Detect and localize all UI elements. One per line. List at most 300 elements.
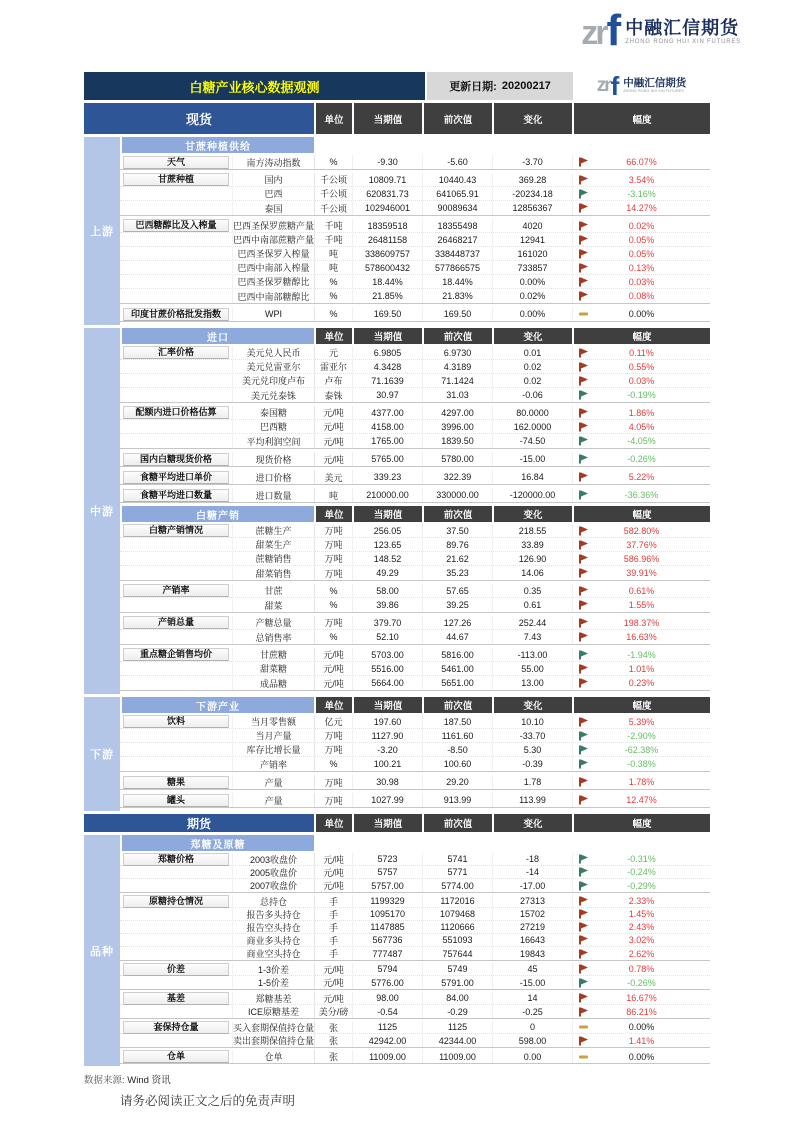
range-cell [572,729,710,742]
category-group [120,715,710,772]
change-value-cell: -17.00 [492,879,572,892]
category-label: 国内白糖现货价格 [123,453,229,466]
category-group [120,793,710,808]
unit-cell: % [314,307,352,321]
table-row [120,219,710,233]
unit-cell: 张 [314,1021,352,1033]
current-value-cell: 1125 [352,1021,422,1033]
change-value-cell: 55.00 [492,662,572,675]
category-cell [120,552,232,565]
range-percent: 12.47% [626,795,657,805]
unit-cell: 万吨 [314,775,352,789]
unit-cell: 元/吨 [314,879,352,892]
table-row [120,616,710,630]
unit-cell: % [314,155,352,169]
table-row [120,757,710,771]
range-percent: 0.55% [628,361,655,372]
range-cell [572,452,710,466]
range-cell [572,155,710,169]
previous-value-cell: 18.44% [422,275,492,288]
row-label-cell: 巴西中南部糖醇比 [232,289,314,303]
flag-up-icon [579,376,589,385]
range-percent: -0.19% [627,390,656,400]
unit-cell: 万吨 [314,743,352,756]
rail-group-content [120,697,710,811]
current-value-cell: 18.44% [352,275,422,288]
row-label-cell: 产糖总量 [232,616,314,629]
row-label-cell: 进口数量 [232,488,314,502]
unit-cell: 手 [314,934,352,946]
table-row [120,155,710,169]
category-group [120,173,710,216]
table-row [120,388,710,402]
report-page [84,72,710,1109]
flag-up-icon [579,540,589,549]
unit-cell: 万吨 [314,729,352,742]
category-cell [120,757,232,771]
rail-label: 下游 [84,697,120,811]
category-cell [120,775,232,789]
range-cell [572,895,710,907]
company-name-en: ZHONG RONG HUI XIN FUTURES [625,39,741,45]
row-label-cell: 总销售率 [232,630,314,644]
range-percent: 2.33% [628,896,655,906]
column-header: 变化 [494,328,572,344]
row-label-cell: 美元兑印度卢布 [232,374,314,387]
range-cell [572,976,710,989]
current-value-cell: 49.29 [352,566,422,580]
section-header-row [120,697,710,713]
flag-up-icon [579,158,589,167]
category-label: 产销总量 [123,616,229,629]
rail-group-content [120,328,710,694]
row-label-cell: 1-3价差 [232,963,314,975]
category-cell [120,307,232,321]
previous-value-cell: 1120666 [422,921,492,933]
category-cell [120,976,232,989]
section-title: 下游产业 [122,697,314,713]
flag-down-icon [579,978,589,987]
current-value-cell: 1127.90 [352,729,422,742]
unit-cell: 亿元 [314,715,352,728]
range-percent: -4.05% [627,436,656,446]
previous-value-cell: 1125 [422,1021,492,1033]
row-label-cell: 甘蔗 [232,584,314,597]
current-value-cell: 5776.00 [352,976,422,989]
range-cell [572,793,710,807]
range-cell [572,307,710,321]
category-cell [120,729,232,742]
category-label: 汇率价格 [123,346,229,359]
range-cell [572,598,710,612]
table-row [120,566,710,580]
unit-cell: % [314,584,352,597]
table-row [120,346,710,360]
category-group [120,992,710,1019]
row-label-cell: 库存比增长量 [232,743,314,756]
previous-value-cell: 169.50 [422,307,492,321]
table-row [120,233,710,247]
category-group [120,895,710,961]
company-name-en: ZHONG RONG HUI XIN FUTURES [623,89,684,93]
futures-table [84,814,710,1066]
unit-cell: 元/吨 [314,420,352,433]
range-percent: 0.03% [628,276,655,287]
previous-value-cell: 5651.00 [422,676,492,690]
current-value-cell: 98.00 [352,992,422,1004]
column-header: 变化 [494,103,572,134]
range-cell [572,963,710,975]
category-cell [120,524,232,537]
current-value-cell: 1765.00 [352,434,422,448]
table-row [120,662,710,676]
category-cell [120,173,232,186]
table-title: 现货 [84,103,314,134]
category-cell [120,289,232,303]
range-cell [572,992,710,1004]
current-value-cell: 339.23 [352,470,422,484]
previous-value-cell: 1079468 [422,908,492,920]
previous-value-cell: -0.29 [422,1005,492,1018]
change-value-cell: -0.06 [492,388,572,402]
previous-value-cell: 10440.43 [422,173,492,186]
company-name-cn: 中融汇信期货 [623,77,687,89]
range-cell [572,616,710,629]
change-value-cell: -15.00 [492,976,572,989]
column-header: 前次值 [424,103,492,134]
range-cell [572,1050,710,1063]
previous-value-cell: 4297.00 [422,406,492,419]
range-percent: 66.07% [626,157,657,167]
flag-up-icon [579,277,589,286]
current-value-cell: 42942.00 [352,1034,422,1047]
unit-cell: 手 [314,921,352,933]
previous-value-cell: 757644 [422,947,492,960]
change-value-cell: 0.35 [492,584,572,597]
unit-cell: 张 [314,1050,352,1063]
flag-up-icon [579,1007,589,1016]
current-value-cell: -3.20 [352,743,422,756]
current-value-cell: 52.10 [352,630,422,644]
flag-down-icon [579,760,589,769]
range-cell [572,388,710,402]
range-cell [572,360,710,373]
table-row [120,729,710,743]
category-cell [120,793,232,807]
section-title: 郑糖及原糖 [122,835,314,851]
previous-value-cell: 127.26 [422,616,492,629]
range-cell [572,187,710,200]
section-title: 进口 [122,328,314,344]
range-percent: -0.31% [627,854,656,864]
table-row [120,895,710,908]
previous-value-cell: 21.83% [422,289,492,303]
previous-value-cell: 37.50 [422,524,492,537]
change-value-cell: -3.70 [492,155,572,169]
range-percent: 1.86% [628,407,655,418]
row-label-cell: 巴西中南部蔗糖产量 [233,235,315,245]
flag-up-icon [579,994,589,1003]
disclaimer-text: 请务必阅读正文之后的免责声明 [120,1094,296,1108]
range-percent: 0.78% [628,964,655,974]
range-percent: 0.02% [628,220,655,231]
current-value-cell: 4.3428 [352,360,422,373]
range-percent: 586.96% [623,553,660,564]
current-value-cell: 5757.00 [352,879,422,892]
previous-value-cell: 641065.91 [422,187,492,200]
category-cell [120,662,232,675]
range-percent: 16.67% [626,993,657,1003]
table-row [120,552,710,566]
current-value-cell: 210000.00 [352,488,422,502]
category-cell [120,616,232,629]
category-cell [120,676,232,690]
category-label: 套保持仓量 [123,1021,229,1034]
table-row [120,976,710,989]
category-label: 郑糖价格 [123,853,229,866]
logo-name-block [623,78,686,94]
previous-value-cell: 42344.00 [422,1034,492,1047]
unit-cell: 元/吨 [314,434,352,448]
category-cell [120,488,232,502]
unit-cell: 元/吨 [314,992,352,1004]
flag-up-icon [579,923,589,932]
range-percent: 1.45% [628,909,655,919]
flag-up-icon [579,554,589,563]
column-header: 前次值 [424,697,492,713]
flag-up-icon [579,717,589,726]
current-value-cell: 4158.00 [352,420,422,433]
unit-cell: 元/吨 [314,662,352,675]
table-row [120,406,710,420]
row-label-cell: 总持仓 [232,895,314,907]
previous-value-cell: 5771 [422,866,492,878]
unit-cell: 万吨 [314,524,352,537]
range-cell [572,648,710,661]
table-row [120,261,710,275]
report-footer [84,1072,710,1109]
category-cell [120,963,232,975]
range-percent: -2.90% [627,730,656,741]
previous-value-cell: 5780.00 [422,452,492,466]
unit-cell: 万吨 [314,552,352,565]
change-value-cell: -113.00 [492,648,572,661]
row-label-cell: 2007收盘价 [232,879,314,892]
table-row [120,1050,710,1063]
flag-up-icon [579,422,589,431]
change-value-cell: -33.70 [492,729,572,742]
category-cell [120,470,232,484]
flag-up-icon [579,796,589,805]
unit-cell: 元/吨 [314,976,352,989]
change-value-cell: 27313 [492,895,572,907]
range-cell [572,552,710,565]
flag-up-icon [579,249,589,258]
category-cell [120,538,232,551]
range-cell [572,1005,710,1018]
spot-table [84,103,710,811]
previous-value-cell: 21.62 [422,552,492,565]
category-cell [120,201,232,215]
category-cell [120,921,232,933]
row-label-cell: 当月产量 [232,729,314,742]
previous-value-cell: 29.20 [422,775,492,789]
current-value-cell: 71.1639 [352,374,422,387]
current-value-cell: 256.05 [352,524,422,537]
table-row [120,715,710,729]
change-value-cell: 0 [492,1021,572,1033]
unit-cell: 千吨 [314,219,352,232]
report-title-bar [84,72,710,100]
unit-cell: 千公顷 [314,173,352,186]
table-row [120,793,710,807]
table-row [120,598,710,612]
current-value-cell: 620831.73 [352,187,422,200]
flag-up-icon [579,263,589,272]
previous-value-cell: 26468217 [422,233,492,246]
current-value-cell: -9.30 [352,155,422,169]
unit-cell: 吨 [314,488,352,502]
previous-value-cell: 89.76 [422,538,492,551]
range-percent: 0.00% [628,1022,655,1032]
category-label: 基差 [123,992,229,1005]
unit-cell: 万吨 [314,538,352,551]
range-percent: -0.24% [627,867,656,877]
table-row [120,1005,710,1018]
range-cell [572,538,710,551]
row-label-cell: 郑糖基差 [232,992,314,1004]
change-value-cell: 5.30 [492,743,572,756]
current-value-cell: 578600432 [352,261,422,274]
flag-up-icon [579,778,589,787]
change-value-cell: 598.00 [492,1034,572,1047]
company-logo [581,6,741,55]
previous-value-cell: 5741 [422,853,492,865]
previous-value-cell: 913.99 [422,793,492,807]
change-value-cell: 16643 [492,934,572,946]
flag-up-icon [579,221,589,230]
category-cell [120,715,232,728]
range-percent: 37.76% [626,539,657,550]
column-header: 当期值 [354,506,422,522]
change-value-cell: 13.00 [492,676,572,690]
range-percent: 198.37% [623,617,660,628]
row-label-cell: 2003收盘价 [232,853,314,865]
section-title: 白糖产销 [122,506,314,522]
category-group [120,1050,710,1064]
category-group [120,584,710,613]
flag-up-icon [579,292,589,301]
flag-up-icon [579,949,589,958]
row-label-cell: 南方涛动指数 [232,155,314,169]
category-cell [120,1034,232,1047]
current-value-cell: 100.21 [352,757,422,771]
category-label: 食糖平均进口单价 [123,471,229,484]
change-value-cell: 0.00% [492,307,572,321]
row-label-cell: 甜菜销售 [232,566,314,580]
current-value-cell: 148.52 [352,552,422,565]
table-row [120,470,710,484]
rail-group [84,697,710,811]
column-header: 单位 [316,103,352,134]
previous-value-cell: 338448737 [422,247,492,260]
change-value-cell: 7.43 [492,630,572,644]
table-row [120,853,710,866]
logo-name-block [625,19,741,46]
change-value-cell: 113.99 [492,793,572,807]
range-percent: 14.27% [626,203,657,213]
table-row [120,275,710,289]
previous-value-cell: 5816.00 [422,648,492,661]
category-cell [120,261,232,274]
flag-down-icon [579,455,589,464]
table-row [120,173,710,187]
flag-down-icon [579,868,589,877]
category-cell [120,360,232,373]
row-label-cell: 产量 [232,793,314,807]
column-header: 幅度 [574,506,710,522]
flag-down-icon [579,855,589,864]
table-row [120,584,710,598]
previous-value-cell: 57.65 [422,584,492,597]
range-cell [572,289,710,303]
category-cell [120,219,232,232]
flag-up-icon [579,175,589,184]
change-value-cell: 0.02 [492,360,572,373]
table-row [120,921,710,934]
change-value-cell: -14 [492,866,572,878]
change-value-cell: 162.0000 [492,420,572,433]
unit-cell: % [314,289,352,303]
current-value-cell: 5703.00 [352,648,422,661]
unit-cell: 雷亚尔 [314,360,352,373]
row-label-cell: 进口价格 [232,470,314,484]
category-cell [120,1005,232,1018]
flag-up-icon [579,633,589,642]
table-row [120,1021,710,1034]
change-value-cell: 16.84 [492,470,572,484]
section-header-row [120,328,710,344]
update-date-value: 20200217 [501,80,551,92]
category-group [120,155,710,170]
range-cell [572,406,710,419]
table-row [120,452,710,466]
category-group [120,775,710,790]
column-header: 前次值 [424,814,492,832]
category-group [120,524,710,581]
unit-cell: 张 [314,1034,352,1047]
current-value-cell: 58.00 [352,584,422,597]
range-percent: 0.00% [628,309,655,319]
unit-cell: % [314,598,352,612]
category-cell [120,420,232,433]
range-cell [572,374,710,387]
rail-label: 品种 [84,835,120,1066]
unit-cell: 千公顷 [314,201,352,215]
category-group [120,307,710,322]
current-value-cell: -0.54 [352,1005,422,1018]
category-label: 巴西糖醇比及入榨量 [123,219,229,232]
row-label-cell: 甘蔗糖 [232,648,314,661]
change-value-cell: 0.61 [492,598,572,612]
row-label-cell: WPI [232,307,314,321]
current-value-cell: 26481158 [352,233,422,246]
row-label-cell: 美元兑人民币 [232,346,314,359]
table-row [120,908,710,921]
current-value-cell: 567736 [352,934,422,946]
category-label: 糖果 [123,776,229,789]
previous-value-cell: 5461.00 [422,662,492,675]
